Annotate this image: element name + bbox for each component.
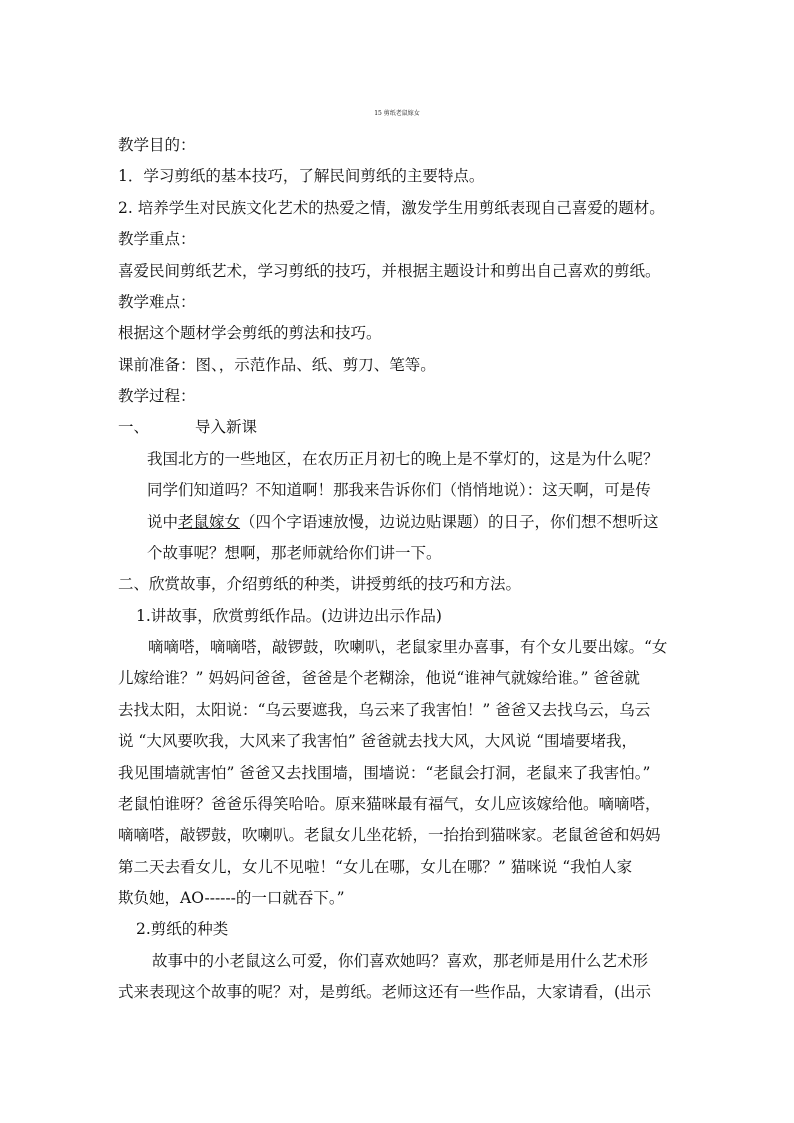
- section1-line-1: 我国北方的一些地区，在农历正月初七的晚上是不掌灯的，这是为什么呢？: [147, 450, 659, 468]
- section1-heading: [118, 417, 257, 437]
- section1-line-4: 个故事呢？想啊，那老师就给你们讲一下。: [147, 544, 442, 562]
- lesson-title-underlined: 老鼠嫁女: [178, 513, 241, 531]
- objective-item-1: 1．学习剪纸的基本技巧，了解民间剪纸的主要特点。: [118, 167, 485, 185]
- objectives-heading: 教学目的：: [118, 136, 196, 154]
- story-line-8: 第二天去看女儿，女儿不见啦！“女儿在哪，女儿在哪？” 猫咪说 “我怕人家: [118, 858, 633, 876]
- difficulties-text: 根据这个题材学会剪纸的剪法和技巧。: [118, 324, 382, 342]
- difficulties-heading: 教学难点：: [118, 293, 196, 311]
- section1-line-2: 同学们知道吗？不知道啊！那我来告诉你们（悄悄地说）：这天啊，可是传: [147, 481, 651, 499]
- story-line-7: 嘀嘀嗒，敲锣鼓，吹喇叭。老鼠女儿坐花轿，一抬抬到猫咪家。老鼠爸爸和妈妈: [118, 826, 661, 844]
- section1-line-3-pre: 说中: [147, 513, 179, 531]
- section1-line-3-post: （四个字语速放慢，边说边贴课题）的日子，你们想不想听这: [240, 513, 659, 531]
- story-line-5: 我见围墙就害怕” 爸爸又去找围墙，围墙说：“老鼠会打洞，老鼠来了我害怕。”: [118, 764, 651, 782]
- section2-sub1: 1.讲故事，欣赏剪纸作品。(边讲边出示作品): [136, 607, 442, 625]
- section2-sub2: 2.剪纸的种类: [136, 920, 229, 938]
- section1-line-3: [147, 512, 659, 532]
- story-line-1: 嘀嘀嗒，嘀嘀嗒，敲锣鼓，吹喇叭，老鼠家里办喜事，有个女儿要出嫁。“女: [148, 638, 668, 656]
- sub2-line-2: 式来表现这个故事的呢？对，是剪纸。老师这还有一些作品，大家请看，(出示: [118, 983, 652, 1001]
- key-points-heading: 教学重点：: [118, 230, 196, 248]
- story-line-4: 说 “大风要吹我，大风来了我害怕” 爸爸就去找大风，大风说 “围墙要堵我，: [118, 732, 638, 750]
- section1-number: 一、: [118, 418, 150, 436]
- sub2-line-1: 故事中的小老鼠这么可爱，你们喜欢她吗？喜欢，那老师是用什么艺术形: [152, 952, 649, 970]
- section2-heading: 二、欣赏故事，介绍剪纸的种类，讲授剪纸的技巧和方法。: [118, 575, 522, 593]
- story-line-2: 儿嫁给谁？” 妈妈问爸爸，爸爸是个老糊涂，他说“谁神气就嫁给谁。” 爸爸就: [118, 669, 640, 687]
- story-line-3: 去找太阳，太阳说：“乌云要遮我，乌云来了我害怕！” 爸爸又去找乌云，乌云: [118, 701, 651, 719]
- key-points-text: 喜爱民间剪纸艺术，学习剪纸的技巧，并根据主题设计和剪出自己喜欢的剪纸。: [118, 262, 661, 280]
- process-heading: 教学过程：: [118, 387, 196, 405]
- story-line-6: 老鼠怕谁呀？爸爸乐得笑哈哈。原来猫咪最有福气，女儿应该嫁给他。嘀嘀嗒，: [118, 795, 661, 813]
- story-line-9: 欺负她，AO------的一口就吞下。”: [118, 889, 345, 907]
- section1-title: 导入新课: [195, 418, 258, 436]
- page-title: 15 剪纸老鼠嫁女: [374, 110, 420, 117]
- preparation-text: 课前准备：图、，示范作品、纸、剪刀、笔等。: [118, 356, 436, 374]
- objective-item-2: 2. 培养学生对民族文化艺术的热爱之情，激发学生用剪纸表现自己喜爱的题材。: [118, 199, 665, 217]
